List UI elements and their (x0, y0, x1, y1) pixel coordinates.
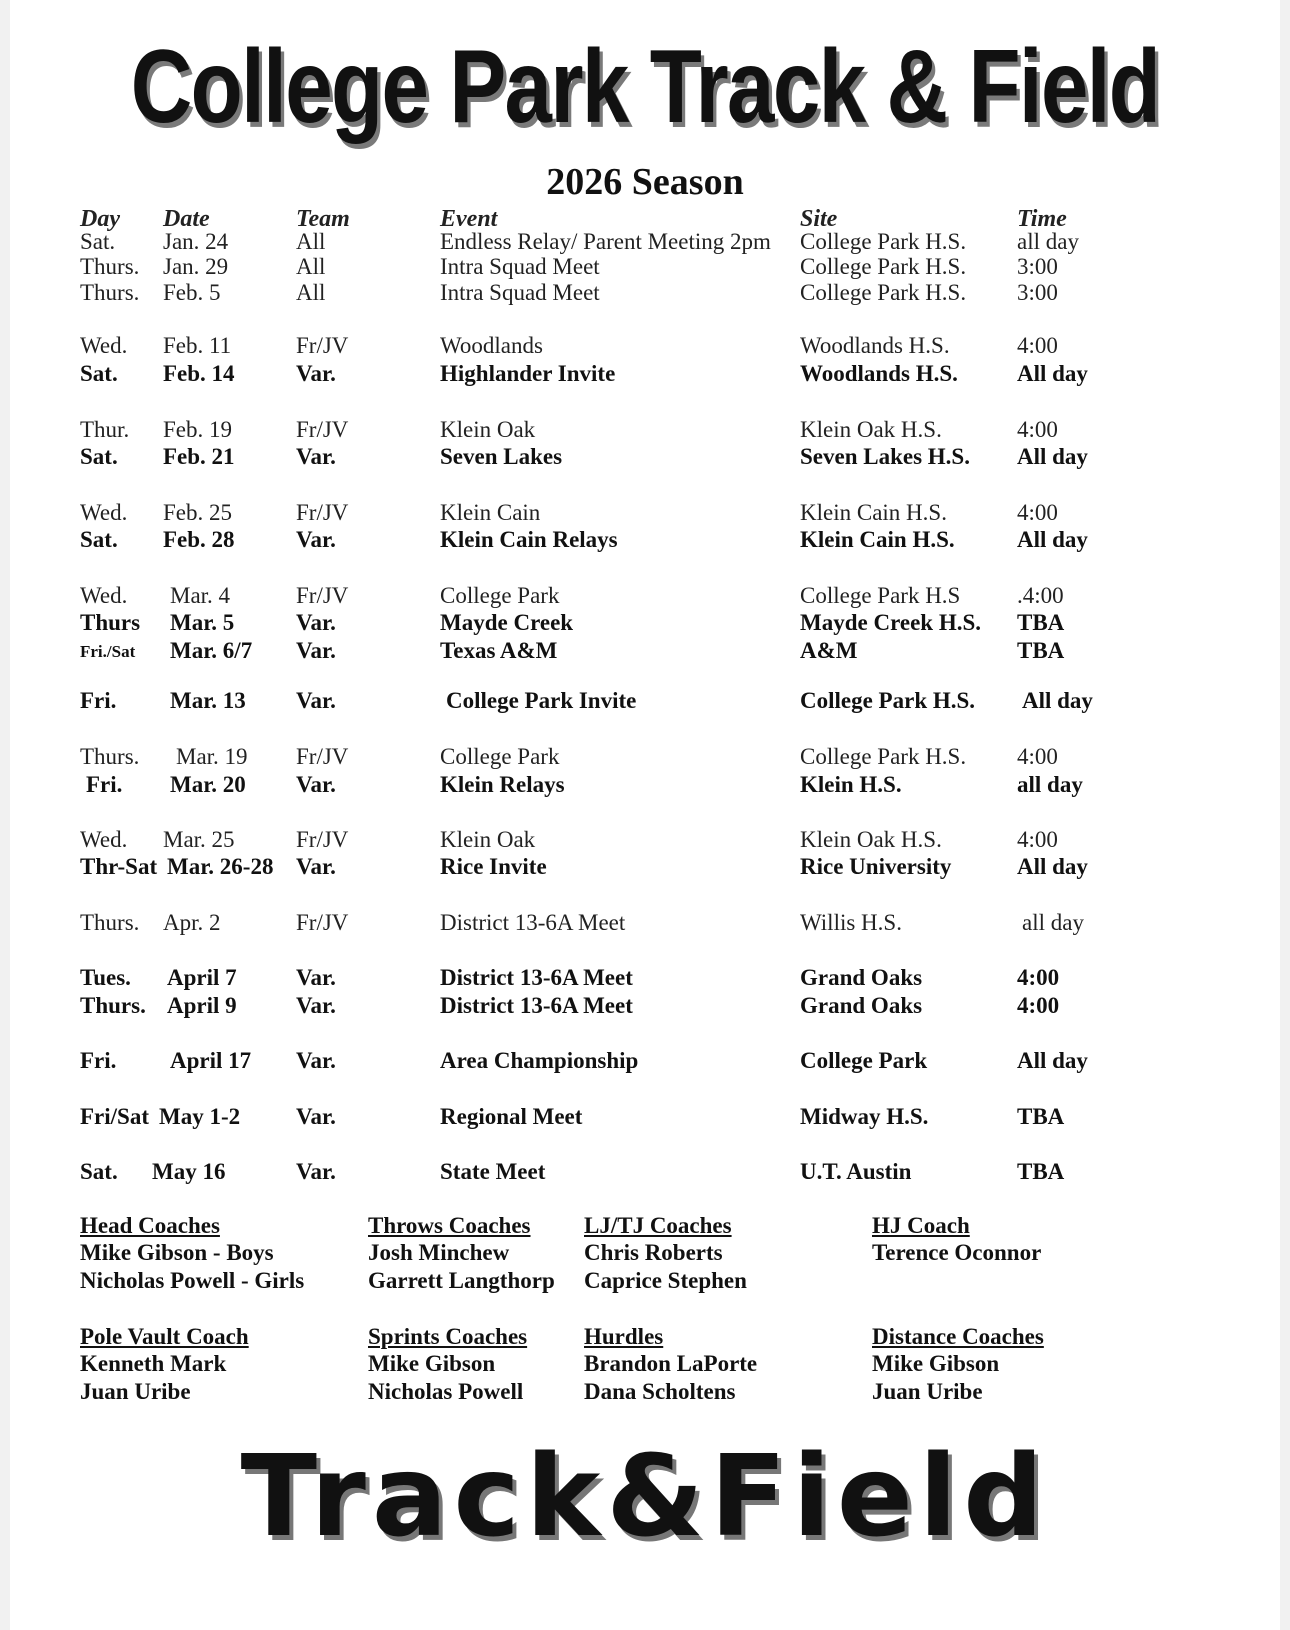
row-4-event: Highlander Invite (440, 361, 616, 386)
row-3-event: Woodlands (440, 333, 543, 358)
coach-name: Nicholas Powell - Girls (80, 1268, 305, 1293)
row-8-time: All day (1017, 527, 1088, 552)
row-1-site: College Park H.S. (800, 254, 967, 279)
row-4-day: Sat. (80, 361, 118, 386)
row-9-event: College Park (440, 583, 560, 608)
page-title: College Park Track & Field (130, 29, 1160, 145)
header-site: Site (800, 206, 838, 232)
row-8-site: Klein Cain H.S. (800, 527, 955, 552)
row-14-event: Klein Relays (440, 772, 565, 797)
row-0-day: Sat. (80, 229, 116, 254)
row-16-time: All day (1017, 854, 1088, 879)
row-1-time: 3:00 (1017, 254, 1058, 279)
row-2-event: Intra Squad Meet (440, 280, 600, 305)
row-16-date: Mar. 26-28 (167, 854, 274, 879)
row-3-site: Woodlands H.S. (800, 333, 950, 358)
header-event: Event (440, 206, 498, 232)
coach-name: Mike Gibson (368, 1351, 496, 1376)
row-4-site: Woodlands H.S. (800, 361, 958, 386)
row-9-date: Mar. 4 (170, 583, 231, 608)
row-4-time: All day (1017, 361, 1088, 386)
row-15-site: Klein Oak H.S. (800, 827, 942, 852)
coach-group-heading: LJ/TJ Coaches (584, 1213, 732, 1238)
row-10-day: Thurs (80, 610, 141, 635)
row-11-day: Fri./Sat (80, 642, 136, 661)
row-19-time: 4:00 (1017, 993, 1060, 1018)
row-7-day: Wed. (80, 500, 128, 525)
row-2-time: 3:00 (1017, 280, 1058, 305)
row-5-time: 4:00 (1017, 417, 1058, 442)
coach-group-heading: Hurdles (584, 1324, 664, 1349)
row-19-team: Var. (296, 993, 336, 1018)
row-16-day: Thr-Sat (80, 854, 158, 879)
row-5-site: Klein Oak H.S. (800, 417, 942, 442)
row-20-site: College Park (800, 1048, 928, 1073)
header-date: Date (163, 206, 210, 232)
row-14-time: all day (1017, 772, 1083, 797)
row-5-team: Fr/JV (296, 417, 349, 442)
row-6-team: Var. (296, 444, 336, 469)
row-8-event: Klein Cain Relays (440, 527, 618, 552)
coach-name: Caprice Stephen (584, 1268, 747, 1293)
row-8-team: Var. (296, 527, 336, 552)
row-16-team: Var. (296, 854, 336, 879)
row-21-site: Midway H.S. (800, 1104, 929, 1129)
row-3-date: Feb. 11 (163, 333, 232, 358)
row-1-date: Jan. 29 (163, 254, 229, 279)
coach-group-heading: Sprints Coaches (368, 1324, 528, 1349)
row-3-time: 4:00 (1017, 333, 1058, 358)
row-17-team: Fr/JV (296, 910, 349, 935)
row-2-site: College Park H.S. (800, 280, 967, 305)
row-12-team: Var. (296, 688, 336, 713)
row-9-day: Wed. (80, 583, 128, 608)
row-21-team: Var. (296, 1104, 336, 1129)
season-subtitle: 2026 Season (546, 161, 744, 203)
row-0-site: College Park H.S. (800, 229, 967, 254)
row-18-team: Var. (296, 965, 336, 990)
row-0-date: Jan. 24 (163, 229, 229, 254)
row-20-event: Area Championship (440, 1048, 639, 1073)
row-7-time: 4:00 (1017, 500, 1058, 525)
row-12-site: College Park H.S. (800, 688, 976, 713)
row-21-day: Fri/Sat (80, 1104, 149, 1129)
row-21-time: TBA (1017, 1104, 1065, 1129)
row-21-date: May 1-2 (159, 1104, 241, 1129)
row-6-day: Sat. (80, 444, 118, 469)
coach-name: Garrett Langthorp (368, 1268, 555, 1293)
row-20-date: April 17 (170, 1048, 252, 1073)
row-17-time: all day (1022, 910, 1084, 935)
coach-group-heading: Throws Coaches (368, 1213, 531, 1238)
row-17-event: District 13-6A Meet (440, 910, 626, 935)
row-10-site: Mayde Creek H.S. (800, 610, 982, 635)
coach-group-heading: Head Coaches (80, 1213, 220, 1238)
row-15-time: 4:00 (1017, 827, 1058, 852)
coach-name: Juan Uribe (80, 1379, 191, 1404)
row-15-team: Fr/JV (296, 827, 349, 852)
header-day: Day (80, 206, 120, 232)
coach-name: Terence Oconnor (872, 1240, 1042, 1265)
coach-name: Kenneth Mark (80, 1351, 227, 1376)
row-22-team: Var. (296, 1159, 336, 1184)
row-7-team: Fr/JV (296, 500, 349, 525)
row-13-day: Thurs. (80, 744, 140, 769)
row-10-time: TBA (1017, 610, 1065, 635)
row-18-day: Tues. (80, 965, 131, 990)
coach-name: Chris Roberts (584, 1240, 723, 1265)
coach-name: Mike Gibson (872, 1351, 1000, 1376)
coach-group-heading: Distance Coaches (872, 1324, 1044, 1349)
row-15-event: Klein Oak (440, 827, 536, 852)
row-6-time: All day (1017, 444, 1088, 469)
row-17-site: Willis H.S. (800, 910, 902, 935)
row-20-day: Fri. (80, 1048, 117, 1073)
row-13-event: College Park (440, 744, 560, 769)
row-13-date: Mar. 19 (176, 744, 248, 769)
row-1-team: All (296, 254, 326, 279)
row-6-event: Seven Lakes (440, 444, 563, 469)
row-11-event: Texas A&M (440, 638, 558, 663)
row-6-date: Feb. 21 (163, 444, 235, 469)
row-7-site: Klein Cain H.S. (800, 500, 947, 525)
row-19-day: Thurs. (80, 993, 146, 1018)
row-10-team: Var. (296, 610, 336, 635)
row-0-time: all day (1017, 229, 1079, 254)
row-22-time: TBA (1017, 1159, 1065, 1184)
row-19-site: Grand Oaks (800, 993, 923, 1018)
row-22-site: U.T. Austin (800, 1159, 912, 1184)
row-3-day: Wed. (80, 333, 128, 358)
row-12-day: Fri. (80, 688, 117, 713)
header-team: Team (296, 206, 350, 232)
row-22-date: May 16 (152, 1159, 226, 1184)
header-time: Time (1017, 206, 1067, 232)
row-12-time: All day (1022, 688, 1093, 713)
coach-name: Dana Scholtens (584, 1379, 736, 1404)
coach-name: Nicholas Powell (368, 1379, 524, 1404)
row-11-date: Mar. 6/7 (170, 638, 253, 663)
row-2-team: All (296, 280, 326, 305)
row-9-team: Fr/JV (296, 583, 349, 608)
row-9-site: College Park H.S (800, 583, 961, 608)
row-2-day: Thurs. (80, 280, 140, 305)
row-18-event: District 13-6A Meet (440, 965, 633, 990)
row-1-day: Thurs. (80, 254, 140, 279)
row-17-date: Apr. 2 (163, 910, 221, 935)
row-16-site: Rice University (800, 854, 952, 879)
footer-banner: Track&Field (240, 1432, 1050, 1562)
coach-name: Josh Minchew (368, 1240, 510, 1265)
row-20-team: Var. (296, 1048, 336, 1073)
row-22-event: State Meet (440, 1159, 546, 1184)
row-13-team: Fr/JV (296, 744, 349, 769)
row-3-team: Fr/JV (296, 333, 349, 358)
row-17-day: Thurs. (80, 910, 140, 935)
row-14-date: Mar. 20 (170, 772, 246, 797)
row-8-date: Feb. 28 (163, 527, 235, 552)
row-14-site: Klein H.S. (800, 772, 902, 797)
coach-name: Juan Uribe (872, 1379, 983, 1404)
row-16-event: Rice Invite (440, 854, 547, 879)
row-13-site: College Park H.S. (800, 744, 967, 769)
row-19-event: District 13-6A Meet (440, 993, 633, 1018)
row-12-event: College Park Invite (446, 688, 637, 713)
row-5-event: Klein Oak (440, 417, 536, 442)
row-18-time: 4:00 (1017, 965, 1060, 990)
row-18-date: April 7 (167, 965, 237, 990)
row-19-date: April 9 (167, 993, 237, 1018)
row-22-day: Sat. (80, 1159, 118, 1184)
coach-group-heading: Pole Vault Coach (80, 1324, 249, 1349)
row-11-site: A&M (800, 638, 858, 663)
coach-name: Mike Gibson - Boys (80, 1240, 274, 1265)
row-9-time: .4:00 (1017, 583, 1064, 608)
row-8-day: Sat. (80, 527, 118, 552)
row-13-time: 4:00 (1017, 744, 1058, 769)
row-0-event: Endless Relay/ Parent Meeting 2pm (440, 229, 771, 254)
row-21-event: Regional Meet (440, 1104, 583, 1129)
row-7-event: Klein Cain (440, 500, 541, 525)
row-15-day: Wed. (80, 827, 128, 852)
row-5-day: Thur. (80, 417, 130, 442)
row-11-team: Var. (296, 638, 336, 663)
row-10-date: Mar. 5 (170, 610, 235, 635)
row-14-team: Var. (296, 772, 336, 797)
row-7-date: Feb. 25 (163, 500, 232, 525)
row-11-time: TBA (1017, 638, 1065, 663)
coach-name: Brandon LaPorte (584, 1351, 758, 1376)
row-20-time: All day (1017, 1048, 1088, 1073)
row-18-site: Grand Oaks (800, 965, 923, 990)
row-4-team: Var. (296, 361, 336, 386)
coach-group-heading: HJ Coach (872, 1213, 970, 1238)
row-1-event: Intra Squad Meet (440, 254, 600, 279)
row-4-date: Feb. 14 (163, 361, 235, 386)
row-5-date: Feb. 19 (163, 417, 232, 442)
row-6-site: Seven Lakes H.S. (800, 444, 970, 469)
row-14-day: Fri. (86, 772, 123, 797)
row-2-date: Feb. 5 (163, 280, 221, 305)
row-10-event: Mayde Creek (440, 610, 574, 635)
row-12-date: Mar. 13 (170, 688, 246, 713)
row-0-team: All (296, 229, 326, 254)
row-15-date: Mar. 25 (163, 827, 235, 852)
